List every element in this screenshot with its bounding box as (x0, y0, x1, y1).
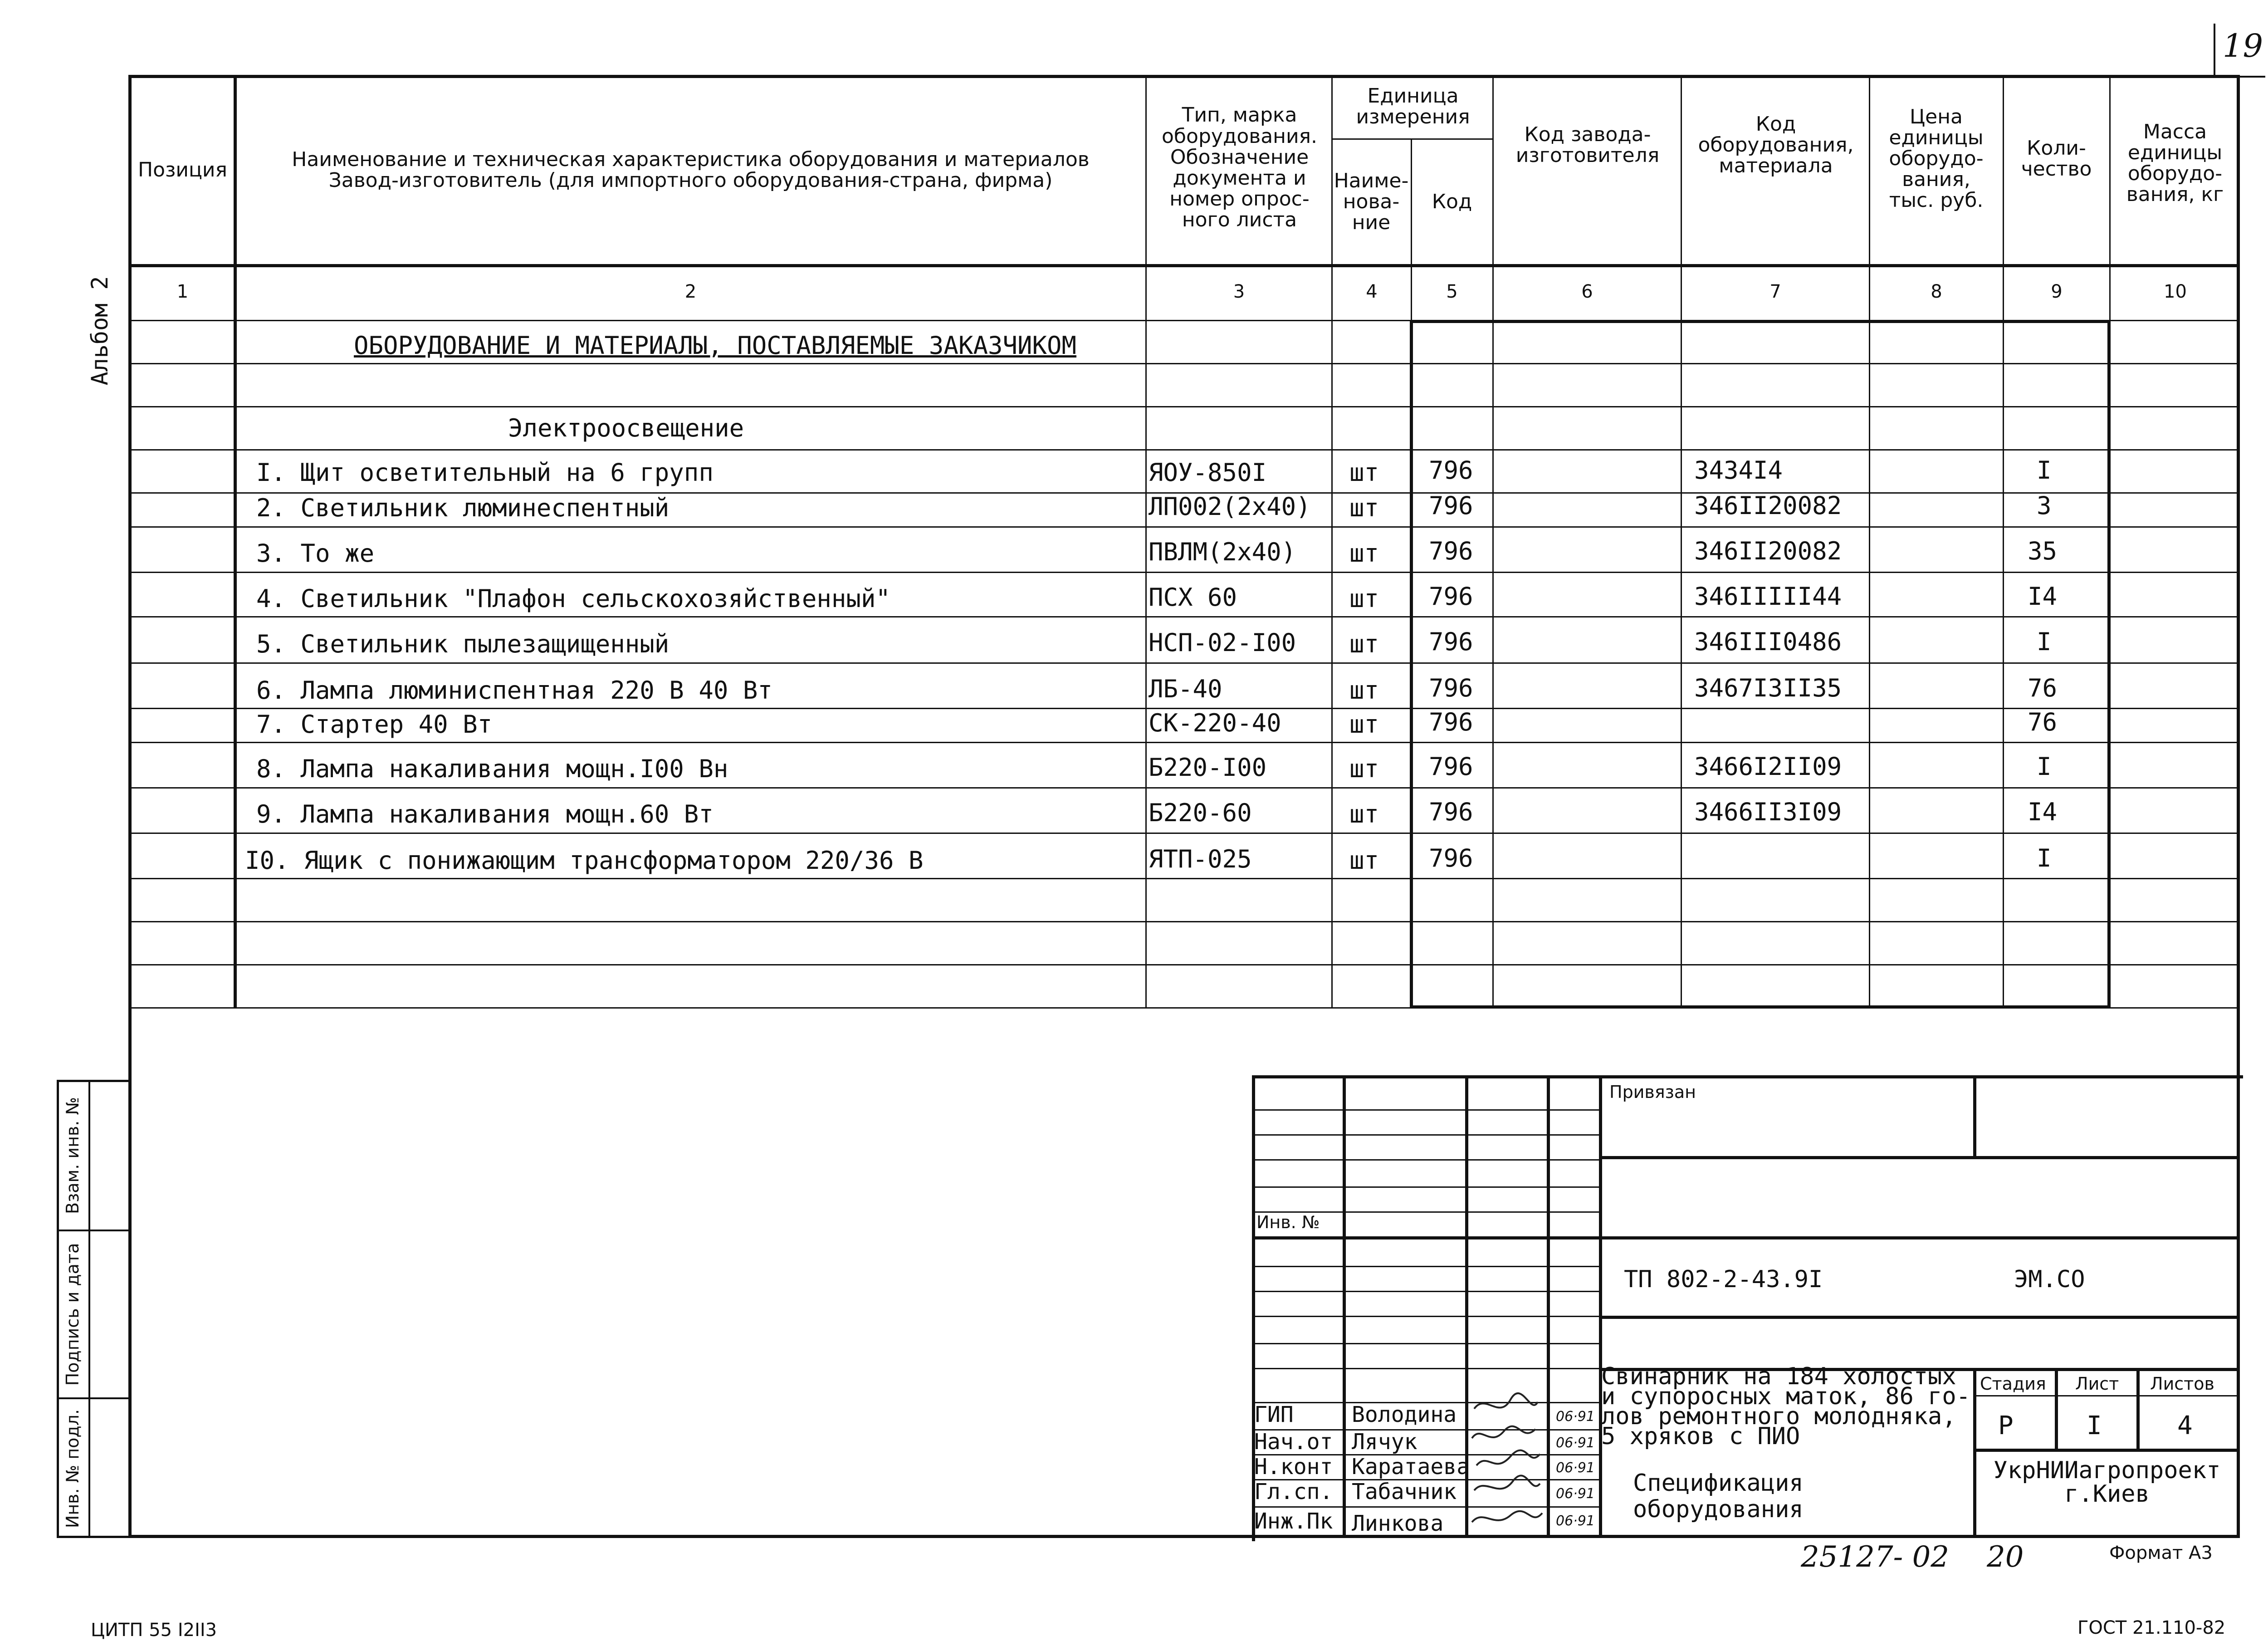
row-unit-code: 796 (1429, 752, 1473, 781)
row-quantity: I (2037, 752, 2052, 781)
row-material-code: 346II20082 (1694, 491, 1842, 520)
signature-head (1472, 1426, 1535, 1438)
row-material-code: 3466II3I09 (1694, 798, 1842, 826)
object-name-line: и супоросных маток, 86 го- (1601, 1383, 1970, 1410)
row-quantity: I (2037, 627, 2052, 656)
document-mark: ЭМ.СО (2014, 1266, 2085, 1293)
signature-engineer (1472, 1511, 1542, 1522)
header-unit-code: Код (1432, 190, 1472, 213)
row-quantity: 35 (2028, 537, 2058, 565)
header-name (236, 77, 1145, 263)
row-unit: шт (1349, 710, 1379, 739)
row-unit-code: 796 (1429, 582, 1473, 611)
row-quantity: 76 (2028, 674, 2058, 702)
col-number: 8 (1931, 281, 1942, 302)
row-type: Б220-60 (1149, 799, 1252, 827)
document-code: ТП 802-2-43.9I (1624, 1266, 1823, 1293)
row-name: I0. Ящик с понижающим трансформатором 220/36 В (245, 846, 924, 875)
header-name-line2: Завод-изготовитель (для импортного оборудования-страна, фирма) (328, 169, 1053, 192)
person-name: Линкова (1352, 1511, 1444, 1536)
row-type: ЯОУ-850I (1149, 458, 1267, 487)
object-name (1601, 1363, 1970, 1450)
sign-date: 06·91 (1556, 1513, 1595, 1529)
gost-label: ГОСТ 21.110-82 (2077, 1617, 2226, 1638)
col-number: 7 (1769, 281, 1781, 302)
signature-norm (1476, 1450, 1540, 1465)
sheet-title-line: оборудования (1633, 1496, 1804, 1523)
privyazan-label: Привязан (1609, 1082, 1696, 1102)
person-name: Володина (1352, 1402, 1457, 1427)
col-number: 4 (1366, 281, 1378, 302)
person-name: Табачник (1352, 1479, 1457, 1504)
sheet-title-line: Спецификация (1633, 1470, 1804, 1497)
col-number: 2 (684, 281, 697, 302)
role-norm-control: Н.конт (1254, 1454, 1333, 1480)
row-material-code: 346IIIII44 (1694, 582, 1842, 611)
row-type: Б220-I00 (1149, 753, 1267, 782)
album-label: Альбом 2 (87, 276, 113, 386)
role-chief-spec: Гл.сп. (1254, 1479, 1333, 1504)
row-unit: шт (1349, 754, 1379, 783)
row-unit-code: 796 (1429, 674, 1473, 702)
row-type: ЛБ-40 (1149, 675, 1222, 703)
row-unit-code: 796 (1429, 708, 1473, 736)
row-unit: шт (1349, 539, 1379, 568)
row-material-code: 346II20082 (1694, 537, 1842, 565)
header-type: Тип, марка оборудования. Обозначение документа и номер опрос- ного листа (1162, 103, 1317, 232)
role-head: Нач.от (1254, 1429, 1333, 1455)
header-position: Позиция (137, 158, 227, 181)
format-label: Формат А3 (2109, 1543, 2213, 1563)
sign-date: 06·91 (1556, 1409, 1595, 1425)
row-quantity: I4 (2028, 798, 2058, 826)
row-quantity: 3 (2037, 491, 2052, 520)
bottom-page-number: 20 (1987, 1540, 2024, 1574)
sign-date: 06·91 (1556, 1435, 1595, 1451)
row-unit: шт (1349, 630, 1379, 658)
header-mass: Масса единицы оборудо- вания, кг (2126, 120, 2224, 206)
organization (1978, 1459, 2236, 1506)
signature-gip (1474, 1393, 1538, 1409)
person-name: Лячук (1352, 1429, 1418, 1455)
row-unit-code: 796 (1429, 844, 1473, 872)
stamp-signature-date: Подпись и дата (63, 1243, 83, 1386)
header-name-line1: Наименование и техническая характеристика оборудования и материалов (292, 147, 1090, 171)
row-name: 8. Лампа накаливания мощн.I00 Вн (256, 754, 728, 783)
row-unit-code: 796 (1429, 798, 1473, 826)
row-name: 9. Лампа накаливания мощн.60 Вт (256, 800, 714, 828)
object-name-line: 5 хряков с ПИО (1601, 1423, 1800, 1450)
sheet-number: 19 (2223, 27, 2263, 64)
header-unit: Наиме- нова- ние (1334, 169, 1409, 235)
row-quantity: I (2037, 844, 2052, 872)
row-name: 5. Светильник пылезащищенный (256, 630, 670, 658)
col-number: 5 (1446, 281, 1458, 302)
row-unit-code: 796 (1429, 627, 1473, 656)
col-number: 10 (2164, 281, 2187, 302)
row-name: 4. Светильник "Плафон сельскохозяйственный" (256, 584, 890, 613)
sheets-value: 4 (2177, 1411, 2193, 1440)
row-type: ЛП002(2х40) (1149, 492, 1311, 521)
section-title: ОБОРУДОВАНИЕ И МАТЕРИАЛЫ, ПОСТАВЛЯЕМЫЕ ЗАКАЗЧИКОМ (354, 331, 1077, 360)
row-unit-code: 796 (1429, 456, 1473, 485)
person-name: Каратаева (1352, 1454, 1470, 1480)
header-price: Цена единицы оборудо- вания, тыс. руб. (1889, 105, 1984, 212)
col-number: 9 (2051, 281, 2063, 302)
header-quantity: Коли- чество (2021, 136, 2092, 181)
row-quantity: I (2037, 456, 2052, 485)
sheet-title (1633, 1470, 1804, 1523)
row-unit: шт (1349, 458, 1379, 487)
row-name: 3. То же (256, 539, 375, 568)
header-plant-code: Код завода- изготовителя (1515, 122, 1660, 167)
object-name-line: лов ремонтного молодняка, (1601, 1403, 1956, 1430)
role-gip: ГИП (1254, 1402, 1294, 1427)
row-material-code: 3467I3II35 (1694, 674, 1842, 702)
subsection-title: Электроосвещение (508, 414, 744, 442)
row-type: НСП-02-I00 (1149, 628, 1296, 657)
stamp-replacement-inv: Взам. инв. № (63, 1097, 83, 1215)
sheet-value: I (2087, 1411, 2102, 1440)
row-unit-code: 796 (1429, 491, 1473, 520)
col-number: 6 (1581, 281, 1593, 302)
archive-number: 25127- 02 (1801, 1540, 1949, 1574)
row-unit: шт (1349, 494, 1379, 522)
col-number: 1 (176, 281, 189, 302)
row-quantity: 76 (2028, 708, 2058, 736)
sign-date: 06·91 (1556, 1486, 1595, 1502)
col-number: 3 (1233, 281, 1245, 302)
row-unit: шт (1349, 584, 1379, 613)
row-unit: шт (1349, 676, 1379, 705)
left-footer-code: ЦИТП 55 I2II3 (91, 1620, 217, 1641)
stage-label: Стадия (1980, 1374, 2046, 1394)
signature-scribbles (1467, 1388, 1545, 1538)
stage-value: Р (1998, 1411, 2014, 1440)
organization-line: г.Киев (2064, 1480, 2150, 1508)
object-name-line: Свинарник на 184 холостых (1601, 1363, 1956, 1390)
row-unit-code: 796 (1429, 537, 1473, 565)
row-material-code: 3434I4 (1694, 456, 1783, 485)
sheets-label: Листов (2150, 1374, 2214, 1394)
row-unit: шт (1349, 846, 1379, 875)
row-name: I. Щит осветительный на 6 групп (256, 458, 714, 487)
row-type: СК-220-40 (1149, 709, 1281, 737)
stamp-original-inv: Инв. № подл. (63, 1409, 83, 1529)
signature-chief (1474, 1475, 1540, 1490)
sheet-label: Лист (2075, 1374, 2119, 1394)
row-quantity: I4 (2028, 582, 2058, 611)
row-type: ЯТП-025 (1149, 845, 1252, 873)
role-engineer: Инж.Пк (1254, 1509, 1333, 1534)
header-equipment-code: Код оборудования, материала (1698, 112, 1854, 178)
row-unit: шт (1349, 800, 1379, 828)
row-name: 7. Стартер 40 Вт (256, 710, 493, 739)
row-type: ПВЛМ(2х40) (1149, 538, 1296, 566)
row-name: 6. Лампа люминиспентная 220 В 40 Вт (256, 676, 772, 705)
inv-no-label: Инв. № (1256, 1212, 1320, 1232)
organization-line: УкрНИИагропроект (1993, 1457, 2221, 1484)
row-type: ПСХ 60 (1149, 583, 1237, 612)
row-material-code: 3466I2II09 (1694, 752, 1842, 781)
header-unit-group: Единица измерения (1356, 84, 1470, 128)
row-name: 2. Светильник люминеспентный (256, 494, 670, 522)
row-material-code: 346III0486 (1694, 627, 1842, 656)
sign-date: 06·91 (1556, 1460, 1595, 1476)
